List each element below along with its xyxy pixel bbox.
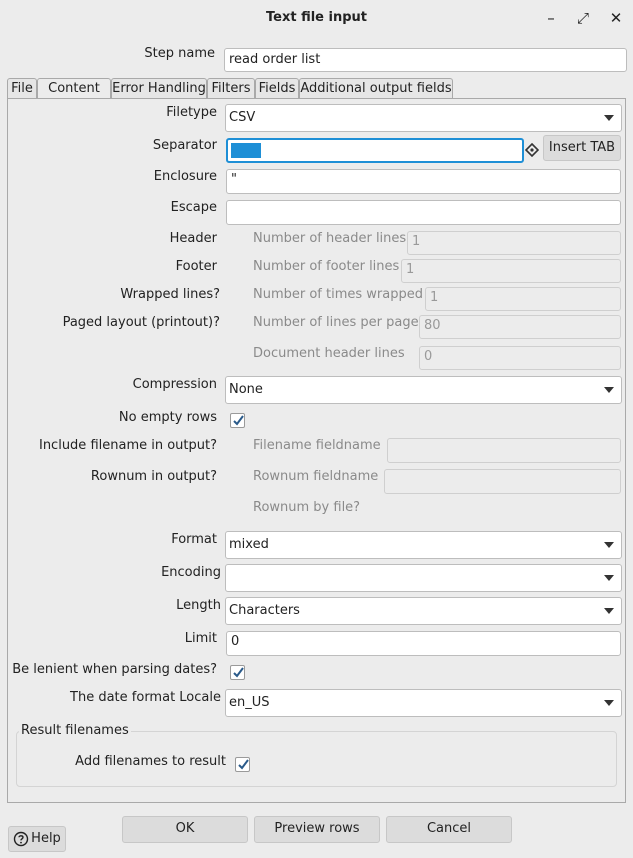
cancel-button[interactable]: Cancel [386,816,512,843]
limit-label: Limit [184,631,217,646]
rownum-label: Rownum in output? [90,469,217,484]
format-select[interactable] [225,531,622,559]
compression-value: None [229,382,263,397]
rownum-fieldname-input[interactable] [384,469,621,494]
checkmark-icon [232,666,245,679]
help-label: Help [31,831,61,846]
maximize-button[interactable]: ⤢ [576,9,589,27]
times-wrapped-label: Number of times wrapped [253,287,423,302]
separator-selection [231,143,261,158]
filetype-value: CSV [229,110,256,125]
chevron-down-icon [604,387,614,393]
insert-tab-button[interactable]: Insert TAB [543,135,621,161]
tab-error-handling[interactable]: Error Handling [111,78,207,99]
chevron-down-icon [604,700,614,706]
separator-input[interactable] [226,138,524,163]
footer-label: Footer [175,259,217,274]
limit-input[interactable]: 0 [226,631,621,656]
date-locale-label: The date format Locale [70,690,221,705]
checkmark-icon [232,414,245,427]
preview-rows-button[interactable]: Preview rows [254,816,380,843]
length-value: Characters [229,603,300,618]
rownum-by-file-label: Rownum by file? [253,500,361,515]
result-filenames-group-label: Result filenames [21,723,129,738]
format-label: Format [171,532,217,547]
help-button[interactable] [8,826,66,852]
add-filenames-checkbox[interactable] [235,757,250,772]
filetype-select[interactable] [225,104,622,132]
lenient-dates-label: Be lenient when parsing dates? [12,662,217,677]
escape-label: Escape [170,200,217,215]
separator-label: Separator [152,138,217,153]
tab-file[interactable]: File [7,78,37,99]
filename-fieldname-input[interactable] [387,438,621,463]
escape-input[interactable] [226,200,621,225]
add-filenames-label: Add filenames to result [75,754,226,769]
encoding-select[interactable] [225,564,622,592]
tab-filters[interactable]: Filters [207,78,255,99]
enclosure-label: Enclosure [153,169,217,184]
lines-per-page-input[interactable]: 80 [419,315,621,339]
checkmark-icon [237,758,250,771]
variable-diamond-icon[interactable] [525,143,539,157]
length-label: Length [176,598,221,613]
window-title: Text file input [265,10,367,25]
no-empty-rows-checkbox[interactable] [230,413,245,428]
include-filename-label: Include filename in output? [38,438,217,453]
lines-per-page-label: Number of lines per page [253,315,419,330]
times-wrapped-input[interactable]: 1 [425,287,621,311]
header-label: Header [169,231,217,246]
compression-select[interactable] [225,376,622,404]
encoding-label: Encoding [161,565,221,580]
filetype-label: Filetype [166,105,217,120]
date-locale-select[interactable] [225,689,622,717]
close-button[interactable]: ✕ [609,9,623,27]
no-empty-rows-label: No empty rows [118,410,217,425]
chevron-down-icon [604,542,614,548]
tab-content[interactable]: Content [37,78,111,100]
paged-layout-label: Paged layout (printout)? [62,315,220,330]
help-icon [13,831,29,847]
ok-button[interactable]: OK [122,816,248,843]
document-header-lines-label: Document header lines [253,346,405,361]
footer-lines-label: Number of footer lines [253,259,400,274]
length-select[interactable] [225,597,622,625]
document-header-lines-input[interactable]: 0 [419,346,621,370]
tab-additional-output-fields[interactable]: Additional output fields [299,78,453,99]
compression-label: Compression [132,377,217,392]
chevron-down-icon [604,115,614,121]
date-locale-value: en_US [229,695,270,710]
wrapped-lines-label: Wrapped lines? [120,287,220,302]
header-lines-input[interactable]: 1 [407,231,621,255]
minimize-button[interactable]: – [547,9,555,27]
chevron-down-icon [604,575,614,581]
filename-fieldname-label: Filename fieldname [253,438,381,453]
lenient-dates-checkbox[interactable] [230,665,245,680]
enclosure-input[interactable]: " [226,169,621,194]
rownum-fieldname-label: Rownum fieldname [253,469,379,484]
step-name-input[interactable]: read order list [224,48,627,72]
step-name-label: Step name [144,46,215,61]
tab-fields[interactable]: Fields [255,78,299,99]
footer-lines-input[interactable]: 1 [401,259,621,283]
header-lines-label: Number of header lines [253,231,407,246]
format-value: mixed [229,537,269,552]
chevron-down-icon [604,608,614,614]
